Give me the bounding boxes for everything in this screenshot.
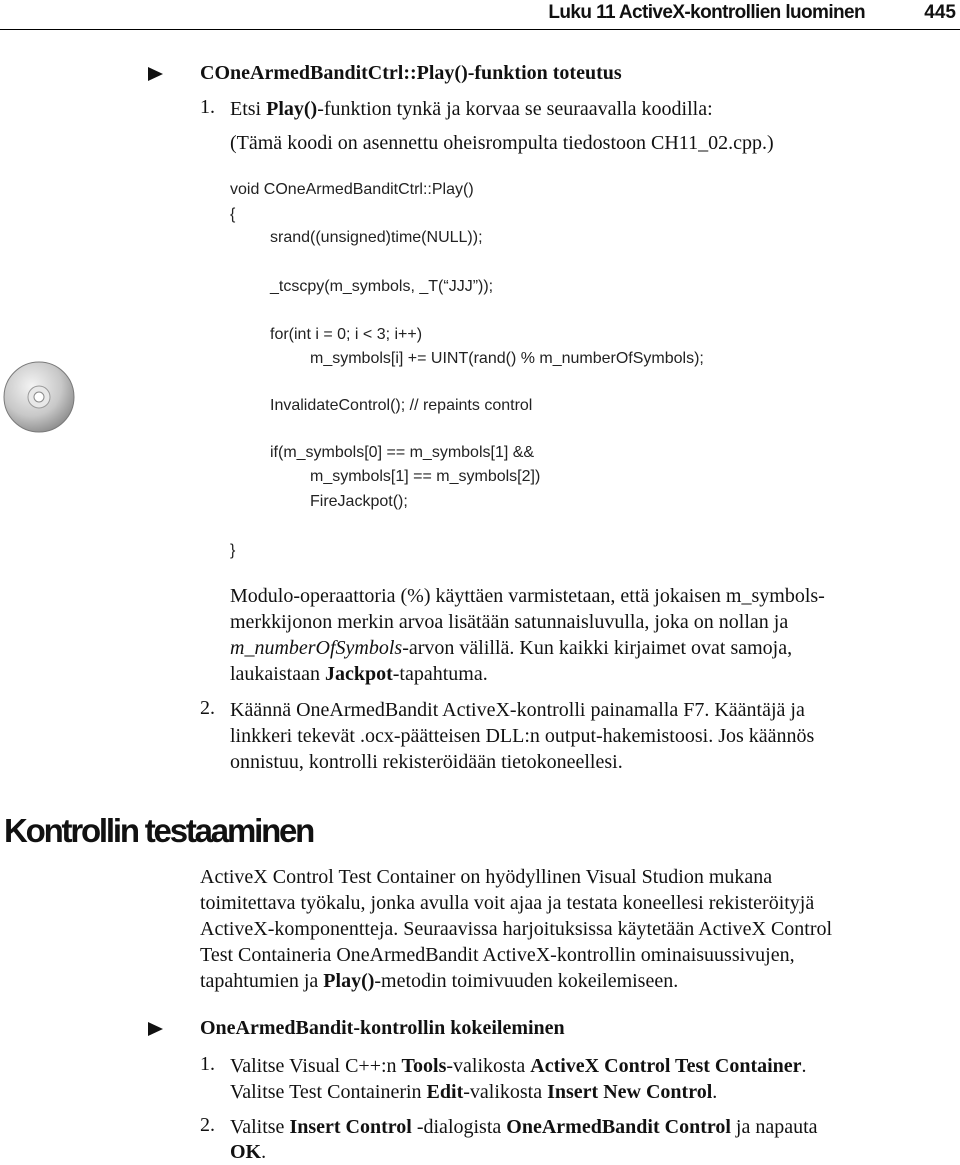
paragraph-line: Test Containeria OneArmedBandit ActiveX-kontrollin ominaisuussivujen, [200,944,795,966]
step-text: onnistuu, kontrolli rekisteröidään tietokoneellesi. [230,751,623,773]
code-line: InvalidateControl(); // repaints control [270,397,533,414]
code-line: for(int i = 0; i < 3; i++) [270,326,423,343]
cd-rom-icon [2,360,76,434]
code-line: m_symbols[1] == m_symbols[2]) [310,468,541,485]
procedure-bullet-icon [148,1022,163,1036]
paragraph-line: tapahtumien ja Play()-metodin toimivuuden kokeilemiseen. [200,970,679,992]
step-text: Valitse Test Containerin Edit-valikosta Insert New Control. [230,1081,718,1103]
procedure-bullet-icon [148,67,163,81]
explanation-line: Modulo-operaattoria (%) käyttäen varmistetaan, että jokaisen m_symbols- [230,585,825,607]
step-number: 1. [200,1053,215,1075]
chapter-title: Luku 11 ActiveX-kontrollien luominen [548,2,865,23]
paragraph-line: ActiveX Control Test Container on hyödyllinen Visual Studion mukana [200,866,773,888]
step-text: Valitse Insert Control -dialogista OneArmedBandit Control ja napauta [230,1116,818,1138]
step-number: 2. [200,697,215,719]
explanation-line: m_numberOfSymbols-arvon välillä. Kun kaikki kirjaimet ovat samoja, [230,637,793,659]
code-line: if(m_symbols[0] == m_symbols[1] && [270,444,535,461]
section-heading: Kontrollin testaaminen [4,812,314,849]
header-rule [0,29,960,30]
step-text: Valitse Visual C++:n Tools-valikosta ActiveX Control Test Container. [230,1055,807,1077]
step-note: (Tämä koodi on asennettu oheisrompulta tiedostoon CH11_02.cpp.) [230,132,774,154]
step-number: 1. [200,96,215,118]
running-header [0,0,960,30]
code-line: srand((unsigned)time(NULL)); [270,229,483,246]
code-line: FireJackpot(); [310,493,408,510]
code-line: { [230,206,236,223]
step-text: linkkeri tekevät .ocx-päätteisen DLL:n output-hakemistoosi. Jos käännös [230,725,815,747]
paragraph-line: ActiveX-komponentteja. Seuraavissa harjoituksissa käytetään ActiveX Control [200,918,833,940]
code-line: m_symbols[i] += UINT(rand() % m_numberOfSymbols); [310,350,704,367]
explanation-line: laukaistaan Jackpot-tapahtuma. [230,663,488,685]
code-line: void COneArmedBanditCtrl::Play() [230,181,474,198]
procedure-title: COneArmedBanditCtrl::Play()-funktion toteutus [200,62,622,84]
step-text: Etsi Play()-funktion tynkä ja korvaa se seuraavalla koodilla: [230,98,713,120]
code-line: _tcscpy(m_symbols, _T(“JJJ”)); [270,278,494,295]
page-number: 445 [924,2,956,23]
step-text: OK. [230,1141,267,1163]
step-text: Käännä OneArmedBandit ActiveX-kontrolli painamalla F7. Kääntäjä ja [230,699,805,721]
procedure-title: OneArmedBandit-kontrollin kokeileminen [200,1017,565,1039]
paragraph-line: toimitettava työkalu, jonka avulla voit ajaa ja testata koneellesi rekisteröityjä [200,892,815,914]
code-line: } [230,542,236,559]
step-number: 2. [200,1114,215,1136]
explanation-line: merkkijonon merkin arvoa lisätään satunnaisluvulla, joka on nollan ja [230,611,789,633]
